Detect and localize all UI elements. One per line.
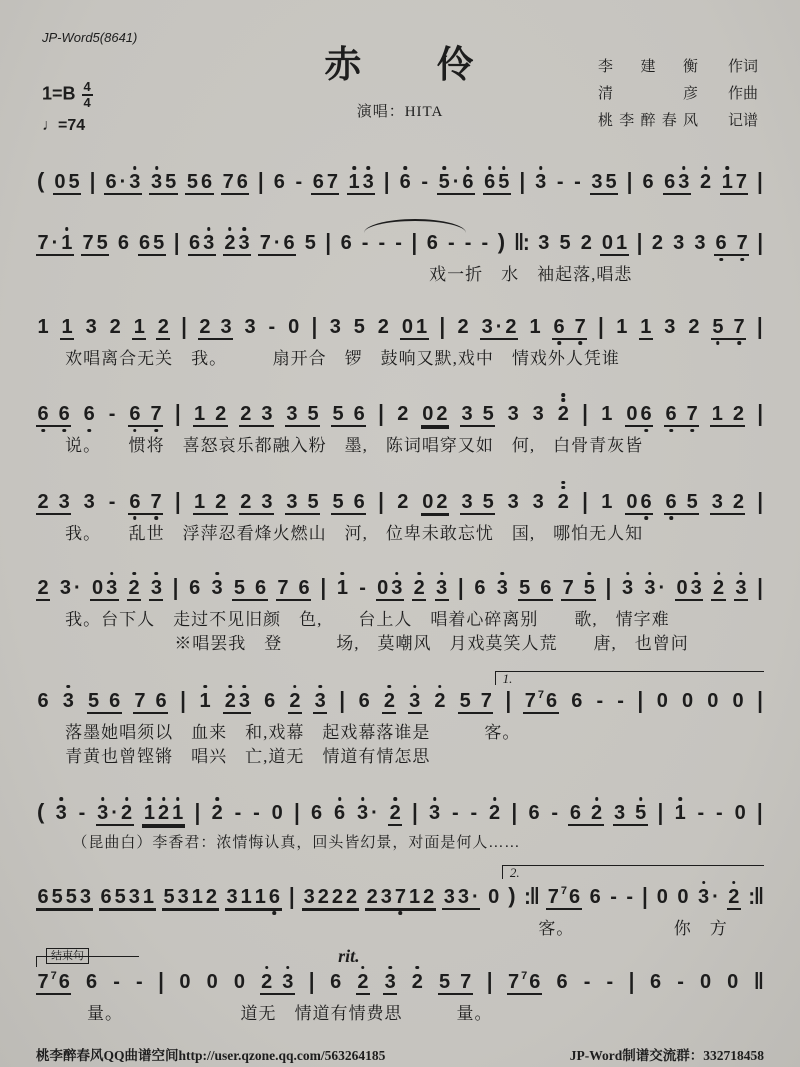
lyrics-line: 落墨她唱须以 血来 和,戏幕 起戏幕落谁是 客。 <box>65 722 521 742</box>
lyrics-line: 说。 惯将 喜怒哀乐都融入粉 墨, 陈词唱穿又如 何, 白骨青灰皆 <box>65 436 644 456</box>
rit-marking: rit. <box>338 945 360 966</box>
time-signature: $\frac{4}{4}$ <box>83 79 91 110</box>
music-line-1: ( 0 5 | 6 · 3 3 5 5 6 7 6 | 6 - 6 7 1 3 | 6 - 5 · 6 6 5 | 3 - - 3 5 | 6 6 3 2 1 7 | <box>37 168 763 195</box>
music-line-10: 结束句 rit. 7 7 6 6 - - | 0 0 0 2 3 | 6 2 3 2 5 7 | 7 7 6 6 - - | 6 - 0 0 ‖ <box>37 945 763 995</box>
system-5 <box>36 477 764 547</box>
key-tempo-block <box>42 80 93 135</box>
volta-1-bracket: 1. <box>495 671 764 685</box>
music-line-3: 1 1 3 2 1 2 | 2 3 3 - 0 | 3 5 2 0 1 | 2 3 · 2 1 6 7 | 1 1 3 2 5 7 | <box>36 302 764 347</box>
watermark: JP-Word5(8641) <box>42 30 138 45</box>
music-line-5: 2 3 3 - 6 7 | 1 2 2 3 3 5 5 6 | 2 0 2 3 5 3 3 2 | 1 0 6 6 5 3 2 | <box>36 477 764 522</box>
footer-right-group: JP-Word制谱交流群：332718458 <box>569 1048 764 1064</box>
footer-left-url: 桃李醉春风QQ曲谱空间http://user.qzone.qq.com/563264185 <box>36 1048 386 1064</box>
volta-2-bracket: 2. <box>502 865 764 879</box>
lyrics-line: 戏一折 水 袖起落,唱悲 <box>429 265 633 284</box>
tempo-marking: ♩=74 <box>42 117 86 135</box>
music-line-2: 7 · 1 7 5 6 6 5 | 6 3 2 3 7 · 6 5 | 6 - - - | 6 - - - ) ‖: 3 5 2 0 1 | 2 3 3 6 7 | <box>36 216 764 263</box>
song-title: 赤 伶 <box>324 45 476 86</box>
system-9 <box>36 865 764 942</box>
lyrics-line: 量。 道无 情道有情费思 量。 <box>86 1003 493 1023</box>
music-line-4: 6 6 6 - 6 7 | 1 2 2 3 3 5 5 6 | 2 0 2 3 5 3 3 2 | 1 0 6 6 7 1 2 | <box>36 389 764 434</box>
key-signature: 1=B $\frac{4}{4}$ <box>42 79 91 110</box>
lyricist-credit: 李建衡 作词 <box>598 59 758 75</box>
lyrics-line: 客。 你 方 <box>538 918 728 938</box>
system-8 <box>36 786 764 855</box>
spoken-line: （昆曲白）李香君：浓情悔认真，回头皆幻景，对面是何人…… <box>72 835 521 852</box>
system-7 <box>36 671 764 770</box>
music-line-6: 2 3 · 0 3 2 3 | 6 3 5 6 7 6 | 1 - 0 3 2 3 | 6 3 5 6 7 5 | 3 3 · 0 3 2 3 | <box>36 563 764 608</box>
music-line-7: $^{1.}$ 6 3 5 6 7 6 | 1 2 3 6 2 3 | 6 2 3 2 5 7 | 7 7 6 6 - - | 0 0 0 0 | <box>37 670 763 714</box>
vocal-credit: 演唱：HITA <box>356 104 444 120</box>
system-4 <box>36 389 764 459</box>
system-6 <box>36 563 764 657</box>
score-body <box>36 155 764 1026</box>
ending-label: 结束句 <box>46 948 89 965</box>
lyrics-line: 欢唱离合无关 我。 扇开合 锣 鼓响又默,戏中 情戏外人凭谁 <box>65 348 620 368</box>
music-line-9: $^{2.}$ 6 5 5 3 6 5 3 1 5 3 1 2 3 1 1 6 | 3 2 2 2 2 3 7 1 2 3 3 · 0 ) :‖ 7 7 6 6 - - | 0 0 3 · 2 :‖ <box>36 865 764 917</box>
system-3 <box>36 302 764 372</box>
transcriber-credit: 桃李醉春风 记谱 <box>598 113 758 129</box>
lyrics-line-repeat: 青黄也曾铿锵 唱兴 亡,道无 情道有情怎思 <box>65 747 431 767</box>
system-2 <box>36 216 764 288</box>
music-line-8: ( 3 - 3 · 2 1 2 1 | 2 - - 0 | 6 6 3 · 2 | 3 - - 2 | 6 - 6 2 3 5 | 1 - - 0 | <box>37 799 763 826</box>
page-footer <box>36 1044 764 1064</box>
lyrics-line: 我。台下人 走过不见旧颜 色, 台上人 唱着心碎离别 歌, 情字难 <box>65 609 670 629</box>
lyrics-line-repeat: ※唱罢我 登 场, 莫嘲风 月戏莫笑人荒 唐, 也曾问 <box>174 634 689 654</box>
composer-credit: 清彦 作曲 <box>598 86 758 102</box>
system-10 <box>36 945 764 1027</box>
system-1 <box>36 155 764 202</box>
lyrics-line: 我。 乱世 浮萍忍看烽火燃山 河, 位卑未敢忘忧 国, 哪怕无人知 <box>65 523 644 543</box>
credits-block <box>598 54 758 135</box>
